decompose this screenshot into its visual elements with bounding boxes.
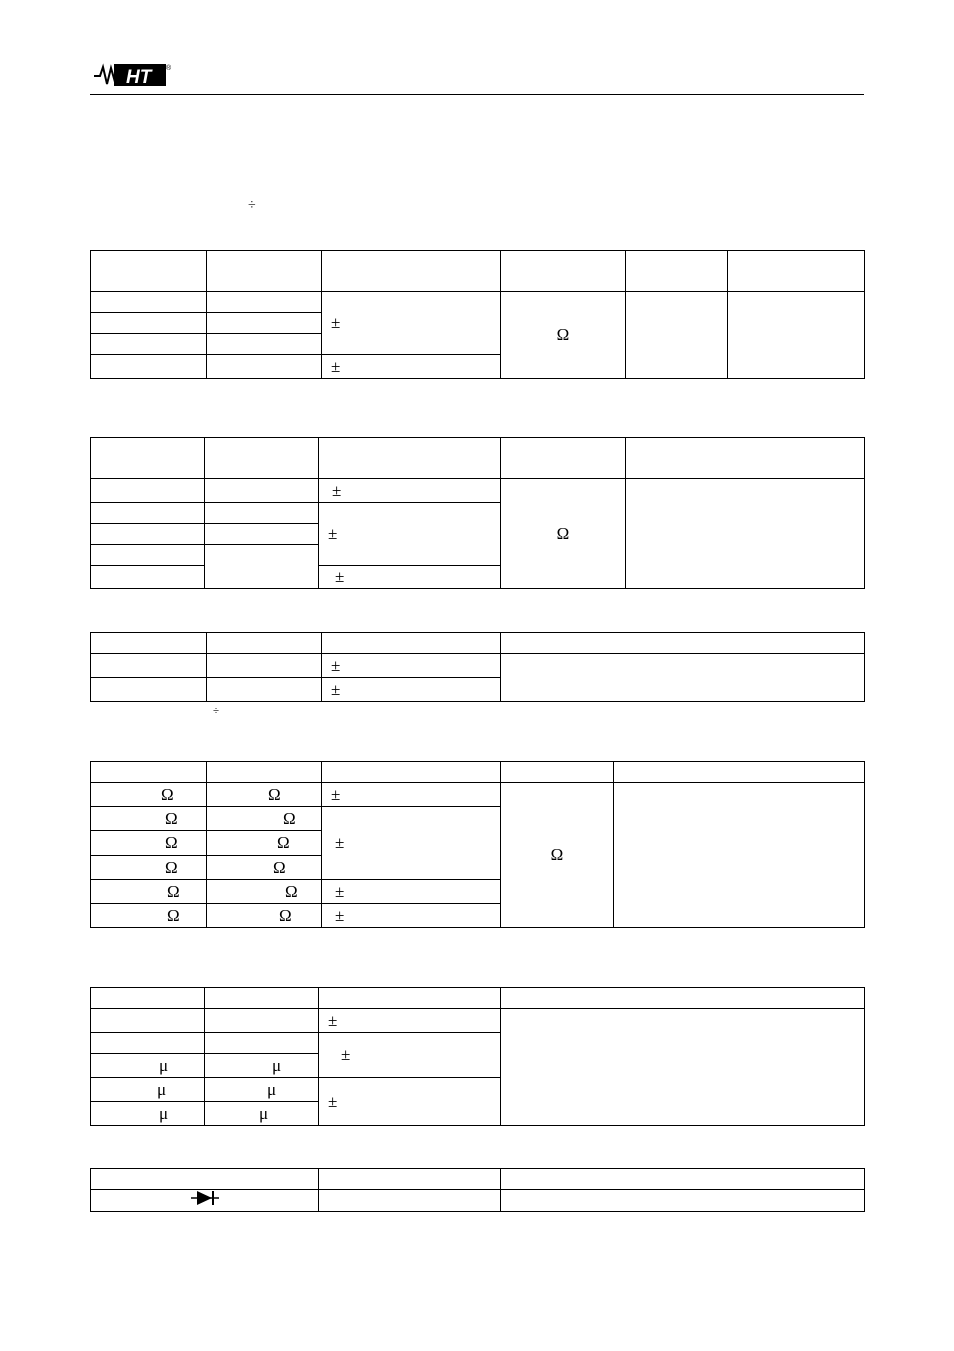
- resolution-cell: [205, 1054, 319, 1078]
- table-cell: [91, 1009, 205, 1033]
- diode-cell: [91, 1190, 319, 1212]
- ht-logo: [92, 62, 172, 88]
- ohm-symbol: Ω: [285, 881, 298, 901]
- table-cell: [207, 292, 322, 313]
- ohm-symbol: Ω: [165, 857, 178, 877]
- accuracy-cell: [319, 503, 501, 566]
- plus-minus-symbol: ±: [335, 833, 345, 852]
- table-cell: [91, 762, 207, 783]
- table-cell: [322, 633, 501, 654]
- table-cell: [614, 783, 865, 928]
- table-cell: [207, 654, 322, 678]
- table-cell: [614, 762, 865, 783]
- accuracy-cell: [322, 355, 501, 379]
- accuracy-cell: [322, 807, 501, 880]
- ohm-symbol: Ω: [268, 784, 281, 804]
- table-cell: [91, 355, 207, 379]
- header-rule: [90, 94, 864, 95]
- resolution-cell: [207, 783, 322, 807]
- table-cell: [205, 1009, 319, 1033]
- table-cell: [91, 292, 207, 313]
- resolution-cell: [207, 856, 322, 880]
- table-cell: [501, 1190, 865, 1212]
- accuracy-cell: [319, 1033, 501, 1078]
- ohm-symbol: Ω: [167, 905, 180, 925]
- table-cell: [91, 545, 205, 566]
- divide-symbol: ÷: [213, 705, 220, 717]
- ohm-symbol: Ω: [283, 808, 296, 828]
- ohm-symbol: Ω: [556, 325, 570, 344]
- table-cell: [205, 479, 319, 503]
- impedance-cell: [501, 479, 626, 589]
- table-cell: [501, 762, 614, 783]
- range-cell: [91, 807, 207, 831]
- table-cell: [501, 251, 626, 292]
- ohm-symbol: Ω: [165, 808, 178, 828]
- ohm-symbol: Ω: [279, 905, 292, 925]
- table-cell: [91, 1169, 319, 1190]
- table-cell: [626, 251, 728, 292]
- plus-minus-symbol: ±: [328, 524, 338, 543]
- plus-minus-symbol: ±: [331, 679, 341, 699]
- table-cell: [91, 479, 205, 503]
- table-cell: [626, 438, 865, 479]
- ohm-symbol: Ω: [550, 845, 564, 864]
- table-cell: [205, 438, 319, 479]
- table-cell: [207, 762, 322, 783]
- accuracy-cell: [322, 654, 501, 678]
- table-cell: [91, 678, 207, 702]
- accuracy-cell: [319, 1078, 501, 1126]
- accuracy-cell: [319, 479, 501, 503]
- accuracy-cell: [322, 880, 501, 904]
- registered-mark: ®: [166, 65, 172, 72]
- impedance-cell: [501, 783, 614, 928]
- table-cell: [91, 334, 207, 355]
- range-cell: [91, 880, 207, 904]
- diode-icon: [191, 1190, 221, 1206]
- accuracy-cell: [319, 566, 501, 589]
- table-cell: [501, 1009, 865, 1126]
- spec-table-3: [90, 632, 865, 702]
- table-cell: [319, 438, 501, 479]
- table-cell: [319, 1169, 501, 1190]
- impedance-cell: [501, 292, 626, 379]
- table-cell: [91, 654, 207, 678]
- divide-symbol: ÷: [248, 198, 256, 213]
- table-cell: [91, 503, 205, 524]
- resolution-cell: [207, 904, 322, 928]
- plus-minus-symbol: ±: [331, 784, 341, 804]
- range-cell: [91, 1078, 205, 1102]
- table-cell: [319, 988, 501, 1009]
- table-cell: [728, 292, 865, 379]
- table-cell: [207, 334, 322, 355]
- table-cell: [322, 251, 501, 292]
- range-cell: [91, 904, 207, 928]
- table-cell: [91, 566, 205, 589]
- table-cell: [207, 355, 322, 379]
- accuracy-cell: [322, 678, 501, 702]
- spec-table-1: [90, 250, 865, 379]
- ohm-symbol: Ω: [167, 881, 180, 901]
- table-cell: [501, 988, 865, 1009]
- plus-minus-symbol: ±: [335, 881, 345, 901]
- table-cell: [91, 1033, 205, 1054]
- micro-symbol: μ: [159, 1055, 169, 1075]
- range-cell: [91, 1054, 205, 1078]
- accuracy-cell: [322, 783, 501, 807]
- table-cell: [626, 292, 728, 379]
- table-cell: [501, 438, 626, 479]
- ohm-symbol: Ω: [273, 857, 286, 877]
- spec-table-5: [90, 987, 865, 1126]
- spec-table-4: [90, 761, 865, 928]
- plus-minus-symbol: ±: [335, 905, 345, 925]
- table-cell: [322, 762, 501, 783]
- plus-minus-symbol: ±: [331, 356, 341, 376]
- table-cell: [205, 988, 319, 1009]
- range-cell: [91, 783, 207, 807]
- table-cell: [91, 251, 207, 292]
- plus-minus-symbol: ±: [331, 313, 341, 332]
- plus-minus-symbol: ±: [331, 655, 341, 675]
- micro-symbol: μ: [267, 1079, 277, 1099]
- ohm-symbol: Ω: [161, 784, 174, 804]
- resolution-cell: [207, 807, 322, 831]
- ohm-symbol: Ω: [556, 523, 570, 543]
- plus-minus-symbol: ±: [335, 567, 345, 586]
- plus-minus-symbol: ±: [328, 1091, 338, 1111]
- table-cell: [501, 633, 865, 654]
- table-cell: [91, 524, 205, 545]
- accuracy-cell: [319, 1009, 501, 1033]
- table-cell: [91, 633, 207, 654]
- range-cell: [91, 856, 207, 880]
- resolution-cell: [205, 1102, 319, 1126]
- table-cell: [91, 988, 205, 1009]
- plus-minus-symbol: ±: [341, 1045, 351, 1064]
- table-cell: [319, 1190, 501, 1212]
- table-cell: [205, 545, 319, 589]
- spec-table-2: [90, 437, 865, 589]
- resolution-cell: [207, 880, 322, 904]
- range-cell: [91, 831, 207, 856]
- table-cell: [207, 633, 322, 654]
- table-cell: [207, 251, 322, 292]
- spec-table-6: [90, 1168, 865, 1212]
- table-cell: [501, 654, 865, 702]
- ohm-symbol: Ω: [277, 833, 290, 852]
- micro-symbol: μ: [159, 1103, 169, 1123]
- micro-symbol: μ: [259, 1103, 269, 1123]
- table-cell: [626, 479, 865, 589]
- accuracy-cell: [322, 292, 501, 355]
- table-cell: [205, 524, 319, 545]
- accuracy-cell: [322, 904, 501, 928]
- range-cell: [91, 1102, 205, 1126]
- micro-symbol: μ: [157, 1079, 167, 1099]
- table-cell: [91, 438, 205, 479]
- resolution-cell: [207, 831, 322, 856]
- logo-text: HT: [126, 67, 152, 88]
- table-cell: [207, 313, 322, 334]
- plus-minus-symbol: ±: [332, 480, 342, 500]
- table-cell: [501, 1169, 865, 1190]
- ohm-symbol: Ω: [165, 833, 178, 852]
- table-cell: [207, 678, 322, 702]
- table-cell: [728, 251, 865, 292]
- plus-minus-symbol: ±: [328, 1010, 338, 1030]
- table-cell: [205, 1033, 319, 1054]
- table-cell: [205, 503, 319, 524]
- table-cell: [91, 313, 207, 334]
- micro-symbol: μ: [272, 1055, 282, 1075]
- resolution-cell: [205, 1078, 319, 1102]
